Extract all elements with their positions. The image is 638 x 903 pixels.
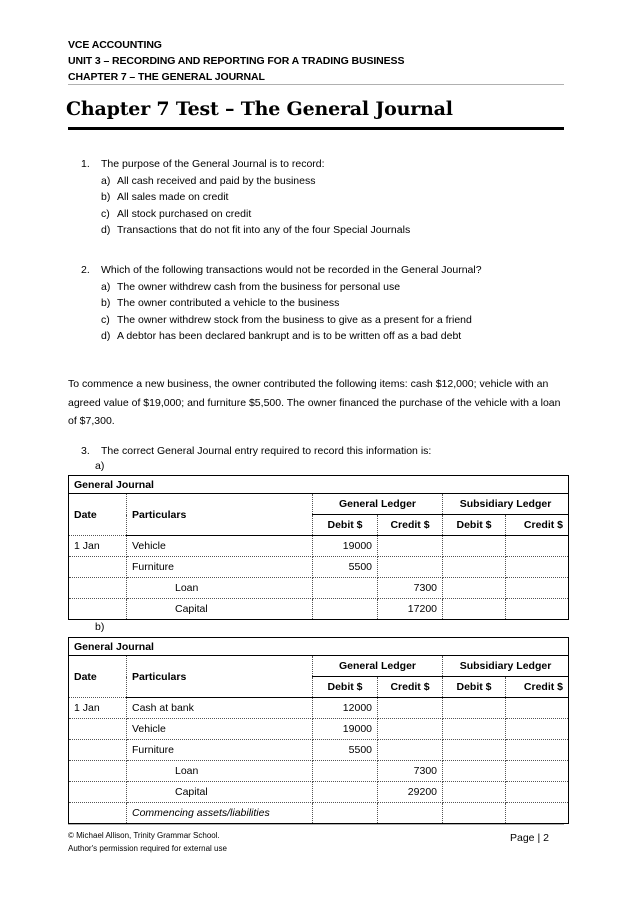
sl-debit-cell: [443, 761, 506, 782]
page-number: Page | 2: [510, 832, 549, 844]
option-c: c) The owner withdrew stock from the business to give as a present for a friend: [101, 313, 472, 326]
sl-debit-cell: [443, 719, 506, 740]
particulars-header: Particulars: [127, 656, 313, 698]
particulars-cell: Furniture: [127, 557, 313, 578]
option-d: d) A debtor has been declared bankrupt and is to be written off as a bad debt: [101, 330, 462, 342]
question-text: The purpose of the General Journal is to record:: [101, 158, 325, 170]
date-cell: [69, 740, 127, 761]
gl-debit-cell: 5500: [313, 557, 378, 578]
journal-row: [69, 761, 569, 782]
option-a: a) The owner withdrew cash from the business for personal use: [101, 280, 401, 293]
date-header: Date: [69, 494, 127, 536]
gl-credit-cell: [378, 740, 443, 761]
gl-debit-cell: [313, 578, 378, 599]
general-ledger-header: General Ledger: [313, 494, 443, 515]
gl-debit-cell: 19000: [313, 536, 378, 557]
particulars-cell: Capital: [127, 599, 313, 620]
sl-debit-cell: [443, 740, 506, 761]
option-d: d) Transactions that do not fit into any of the four Special Journals: [101, 224, 411, 236]
gl-credit-cell: [378, 698, 443, 719]
sl-credit-cell: [506, 803, 569, 824]
journal-title: General Journal: [69, 638, 569, 656]
option-b-label: b): [95, 621, 105, 633]
gl-debit-cell: 12000: [313, 698, 378, 719]
sl-debit-cell: [443, 803, 506, 824]
sl-credit-header: Credit $: [506, 515, 569, 536]
journal-row: [69, 803, 569, 824]
subsidiary-ledger-header: Subsidiary Ledger: [443, 656, 569, 677]
gl-debit-cell: 5500: [313, 740, 378, 761]
option-a: a) All cash received and paid by the business: [101, 174, 316, 187]
gl-credit-cell: 7300: [378, 761, 443, 782]
sl-credit-cell: [506, 761, 569, 782]
scenario-paragraph: To commence a new business, the owner contributed the following items: cash $12,000; vehicle with an agreed value of $19,000; and furniture $5,500. The owner financed the purchase of the vehicle with a loan of $7,300.: [68, 378, 561, 427]
sl-debit-header: Debit $: [443, 515, 506, 536]
title-underline: [68, 127, 564, 130]
journal-title: General Journal: [69, 476, 569, 494]
header-chapter: CHAPTER 7 – THE GENERAL JOURNAL: [68, 71, 265, 83]
date-cell: 1 Jan: [69, 536, 127, 557]
document-header: [68, 37, 404, 85]
date-cell: [69, 599, 127, 620]
gl-debit-cell: [313, 761, 378, 782]
gl-credit-cell: [378, 719, 443, 740]
sl-credit-cell: [506, 740, 569, 761]
question-1: [81, 156, 410, 239]
particulars-cell: Capital: [127, 782, 313, 803]
sl-credit-header: Credit $: [506, 677, 569, 698]
header-unit: UNIT 3 – RECORDING AND REPORTING FOR A TRADING BUSINESS: [68, 55, 405, 67]
date-cell: [69, 782, 127, 803]
sl-debit-cell: [443, 698, 506, 719]
journal-row: [69, 782, 569, 803]
date-cell: [69, 761, 127, 782]
particulars-cell: Loan: [127, 761, 313, 782]
sl-credit-cell: [506, 599, 569, 620]
question-3: [81, 443, 431, 460]
gl-debit-header: Debit $: [313, 515, 378, 536]
journal-row: [69, 740, 569, 761]
gl-credit-cell: 29200: [378, 782, 443, 803]
header-course: VCE ACCOUNTING: [68, 39, 162, 51]
general-journal-table-b: [68, 637, 569, 824]
question-number: 1.: [81, 158, 90, 170]
date-header: Date: [69, 656, 127, 698]
question-2: [81, 262, 482, 345]
journal-row: [69, 599, 569, 620]
general-journal-table-a: [68, 475, 569, 620]
sl-debit-cell: [443, 578, 506, 599]
gl-credit-cell: [378, 536, 443, 557]
sl-credit-cell: [506, 536, 569, 557]
header-divider: [68, 84, 564, 85]
gl-credit-cell: [378, 557, 443, 578]
particulars-cell: Vehicle: [127, 536, 313, 557]
sl-debit-cell: [443, 599, 506, 620]
date-cell: 1 Jan: [69, 698, 127, 719]
option-b: b) The owner contributed a vehicle to the business: [101, 297, 340, 309]
question-number: 3.: [81, 445, 90, 457]
footer-divider: [68, 824, 564, 825]
question-text: The correct General Journal entry required to record this information is:: [101, 445, 432, 457]
journal-row: [69, 719, 569, 740]
general-ledger-header: General Ledger: [313, 656, 443, 677]
date-cell: [69, 557, 127, 578]
date-cell: [69, 803, 127, 824]
date-cell: [69, 719, 127, 740]
sl-credit-cell: [506, 578, 569, 599]
gl-credit-cell: [378, 803, 443, 824]
copyright-line: © Michael Allison, Trinity Grammar School.: [68, 831, 220, 840]
gl-credit-header: Credit $: [378, 677, 443, 698]
particulars-cell: Cash at bank: [127, 698, 313, 719]
gl-debit-cell: [313, 782, 378, 803]
particulars-cell: Commencing assets/liabilities: [127, 803, 313, 824]
gl-credit-cell: 7300: [378, 578, 443, 599]
subsidiary-ledger-header: Subsidiary Ledger: [443, 494, 569, 515]
gl-credit-cell: 17200: [378, 599, 443, 620]
journal-row: [69, 698, 569, 719]
page-title: Chapter 7 Test – The General Journal: [66, 98, 453, 120]
sl-debit-header: Debit $: [443, 677, 506, 698]
particulars-header: Particulars: [127, 494, 313, 536]
journal-row: [69, 536, 569, 557]
particulars-cell: Furniture: [127, 740, 313, 761]
gl-credit-header: Credit $: [378, 515, 443, 536]
footer-copyright: [68, 829, 227, 855]
option-a-label: a): [95, 460, 105, 472]
sl-debit-cell: [443, 536, 506, 557]
gl-debit-cell: [313, 599, 378, 620]
particulars-cell: Vehicle: [127, 719, 313, 740]
option-c: c) All stock purchased on credit: [101, 207, 252, 220]
question-text: Which of the following transactions would not be recorded in the General Journal?: [101, 264, 482, 276]
sl-credit-cell: [506, 719, 569, 740]
date-cell: [69, 578, 127, 599]
journal-row: [69, 557, 569, 578]
sl-credit-cell: [506, 782, 569, 803]
particulars-cell: Loan: [127, 578, 313, 599]
sl-credit-cell: [506, 698, 569, 719]
option-b: b) All sales made on credit: [101, 191, 229, 203]
sl-debit-cell: [443, 782, 506, 803]
question-number: 2.: [81, 264, 90, 276]
sl-debit-cell: [443, 557, 506, 578]
gl-debit-cell: 19000: [313, 719, 378, 740]
sl-credit-cell: [506, 557, 569, 578]
permission-line: Author's permission required for external use: [68, 844, 227, 853]
gl-debit-cell: [313, 803, 378, 824]
gl-debit-header: Debit $: [313, 677, 378, 698]
journal-row: [69, 578, 569, 599]
